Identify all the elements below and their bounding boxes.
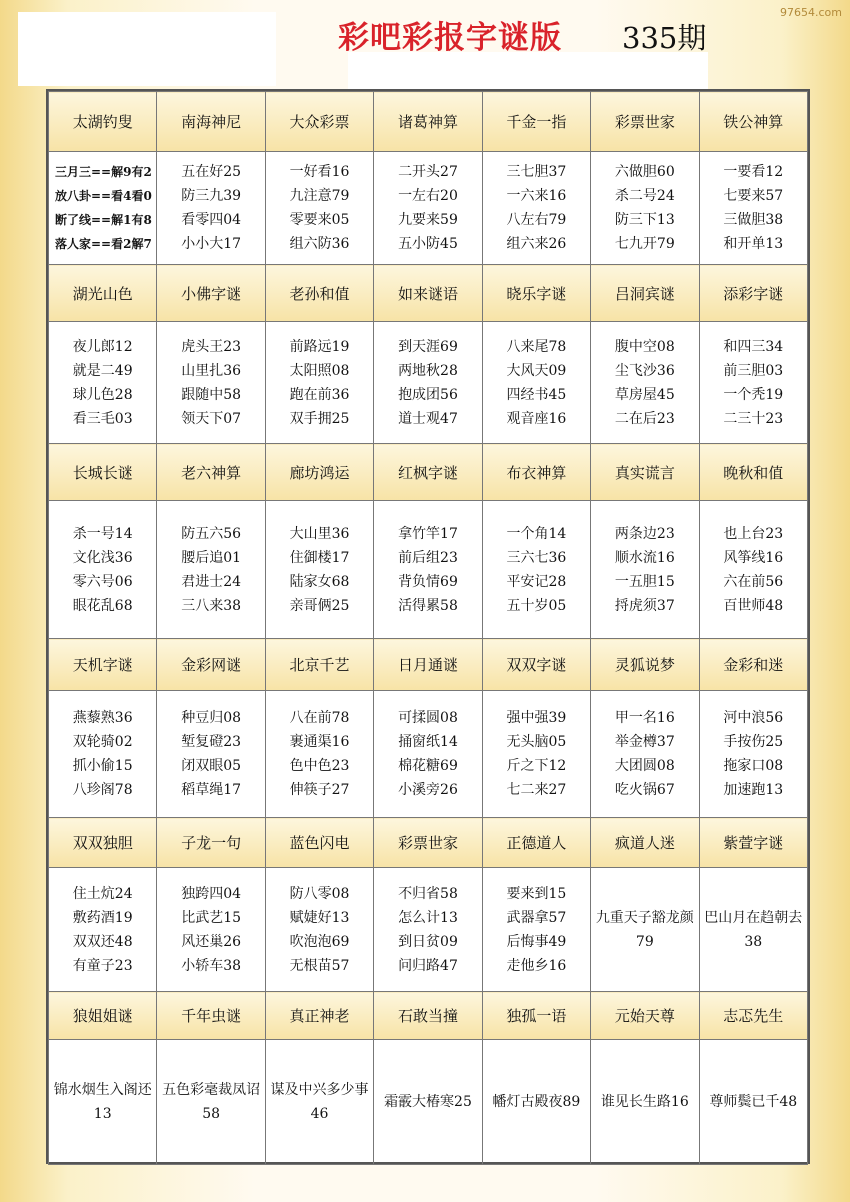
column-source-name: 长城长谜 bbox=[49, 444, 157, 501]
page-title: 彩吧彩报字谜版 bbox=[338, 20, 562, 56]
prediction-line: 住土炕24 bbox=[72, 885, 133, 902]
prediction-line: 裹通渠16 bbox=[289, 734, 350, 750]
prediction-line: 组六来26 bbox=[506, 236, 567, 252]
prediction-cell bbox=[265, 1040, 373, 1165]
prediction-line: 小轿车38 bbox=[181, 957, 242, 974]
prediction-cell bbox=[265, 501, 373, 639]
prediction-line: 五小防45 bbox=[398, 236, 458, 252]
prediction-line: 堑复磴23 bbox=[181, 734, 242, 750]
header-row bbox=[49, 265, 808, 322]
prediction-line: 种豆归08 bbox=[181, 710, 242, 726]
column-source-name: 日月通谜 bbox=[374, 639, 482, 691]
prediction-line: 到天涯69 bbox=[398, 338, 458, 355]
prediction-line: 零六号06 bbox=[72, 573, 133, 590]
prediction-line: 大团圆08 bbox=[614, 758, 675, 774]
prediction-row bbox=[49, 691, 808, 818]
prediction-line: 谋及中兴多少事46 bbox=[270, 1082, 369, 1122]
prediction-line: 亲哥俩25 bbox=[289, 597, 350, 614]
prediction-line: 球儿色28 bbox=[72, 386, 133, 403]
prediction-row bbox=[49, 1040, 808, 1165]
prediction-line: 八在前78 bbox=[289, 710, 350, 726]
column-source-name: 千金一指 bbox=[482, 92, 590, 152]
prediction-cell bbox=[482, 868, 590, 992]
prediction-line: 九注意79 bbox=[289, 188, 350, 204]
column-source-name: 蓝色闪电 bbox=[265, 818, 373, 868]
prediction-line: 眼花乱68 bbox=[72, 597, 133, 614]
prediction-line: 两条边23 bbox=[614, 525, 675, 542]
prediction-row bbox=[49, 322, 808, 444]
column-source-name: 金彩和迷 bbox=[699, 639, 807, 691]
prediction-line: 加速跑13 bbox=[723, 782, 784, 798]
column-source-name: 狼姐姐谜 bbox=[49, 992, 157, 1040]
prediction-line: 拿竹竿17 bbox=[398, 525, 458, 542]
prediction-line: 拖家口08 bbox=[723, 758, 784, 774]
prediction-cell bbox=[265, 152, 373, 265]
prediction-cell bbox=[591, 501, 699, 639]
column-source-name: 真实谎言 bbox=[591, 444, 699, 501]
prediction-cell bbox=[157, 868, 265, 992]
column-source-name: 小佛字谜 bbox=[157, 265, 265, 322]
prediction-line: 风还巢26 bbox=[181, 933, 242, 950]
prediction-line: 要来到15 bbox=[506, 885, 567, 902]
prediction-line: 观音座16 bbox=[506, 410, 567, 427]
prediction-line: 陆家女68 bbox=[289, 573, 350, 590]
prediction-line: 吹泡泡69 bbox=[289, 933, 350, 950]
prediction-line: 防三九39 bbox=[181, 188, 242, 204]
prediction-line: 不归省58 bbox=[398, 885, 458, 902]
prediction-line: 二三十23 bbox=[723, 410, 784, 427]
prediction-line: 一五胆15 bbox=[614, 573, 675, 590]
column-source-name: 元始天尊 bbox=[591, 992, 699, 1040]
watermark: 97654.com bbox=[780, 6, 842, 19]
prediction-line: 跟随中58 bbox=[181, 386, 242, 403]
prediction-line: 跑在前36 bbox=[289, 386, 350, 403]
column-source-name: 双双独胆 bbox=[49, 818, 157, 868]
column-source-name: 晚秋和值 bbox=[699, 444, 807, 501]
prediction-line: 背负情69 bbox=[398, 573, 458, 590]
column-source-name: 南海神尼 bbox=[157, 92, 265, 152]
prediction-line: 风筝线16 bbox=[723, 549, 784, 566]
prediction-line: 八珍阁78 bbox=[72, 782, 133, 798]
column-source-name: 太湖钓叟 bbox=[49, 92, 157, 152]
prediction-cell bbox=[699, 322, 807, 444]
prediction-line: 二在后23 bbox=[614, 410, 675, 427]
prediction-line: 色中色23 bbox=[289, 758, 350, 774]
prediction-line: 七九开79 bbox=[614, 236, 675, 252]
prediction-cell bbox=[265, 322, 373, 444]
blank-area-center bbox=[348, 52, 708, 90]
prediction-line: 一个角14 bbox=[506, 525, 567, 542]
prediction-line: 腹中空08 bbox=[614, 338, 675, 355]
prediction-line: 就是二49 bbox=[72, 362, 133, 379]
prediction-row bbox=[49, 152, 808, 265]
prediction-cell bbox=[157, 691, 265, 818]
prediction-line: 领天下07 bbox=[181, 410, 242, 427]
column-source-name: 天机字谜 bbox=[49, 639, 157, 691]
prediction-line: 举金樽37 bbox=[614, 734, 675, 750]
prediction-line: 五色彩毫裁凤诏58 bbox=[162, 1082, 261, 1122]
prediction-cell bbox=[374, 322, 482, 444]
prediction-line: 九要来59 bbox=[398, 212, 458, 228]
riddle-table bbox=[48, 91, 808, 1165]
prediction-line: 走他乡16 bbox=[506, 957, 567, 974]
prediction-line: 和开单13 bbox=[723, 236, 784, 252]
prediction-cell bbox=[699, 868, 807, 992]
header-row bbox=[49, 639, 808, 691]
prediction-line: 河中浪56 bbox=[723, 710, 784, 726]
prediction-cell bbox=[374, 691, 482, 818]
prediction-line: 有童子23 bbox=[72, 957, 133, 974]
prediction-line: 百世师48 bbox=[723, 597, 784, 614]
column-source-name: 吕洞宾谜 bbox=[591, 265, 699, 322]
prediction-line: 尘飞沙36 bbox=[614, 362, 675, 379]
prediction-line: 一左右20 bbox=[398, 188, 458, 204]
prediction-line: 一要看12 bbox=[723, 164, 784, 180]
prediction-cell bbox=[482, 152, 590, 265]
riddle-board bbox=[46, 89, 810, 1164]
prediction-line: 两地秋28 bbox=[398, 362, 458, 379]
prediction-line: 看三毛03 bbox=[72, 410, 133, 427]
prediction-line: 谁见长生路16 bbox=[600, 1094, 689, 1110]
column-source-name: 双双字谜 bbox=[482, 639, 590, 691]
column-source-name: 石敢当撞 bbox=[374, 992, 482, 1040]
prediction-line: 大风天09 bbox=[506, 362, 567, 379]
prediction-line: 比武艺15 bbox=[181, 909, 242, 926]
column-source-name: 大众彩票 bbox=[265, 92, 373, 152]
prediction-cell bbox=[49, 1040, 157, 1165]
prediction-line: 锦水烟生入阁还13 bbox=[53, 1082, 152, 1122]
prediction-line: 住御楼17 bbox=[289, 549, 350, 566]
prediction-line: 六在前56 bbox=[723, 573, 784, 590]
prediction-line: 断了线==解1有8 bbox=[55, 213, 152, 227]
prediction-line: 草房屋45 bbox=[614, 386, 675, 403]
prediction-line: 四经书45 bbox=[506, 386, 567, 403]
prediction-line: 闭双眼05 bbox=[181, 758, 242, 774]
prediction-line: 和四三34 bbox=[723, 338, 784, 355]
prediction-line: 抓小偷15 bbox=[72, 758, 133, 774]
prediction-line: 文化浅36 bbox=[72, 549, 133, 566]
prediction-line: 三六七36 bbox=[506, 549, 567, 566]
prediction-line: 棉花糖69 bbox=[398, 758, 458, 774]
prediction-cell bbox=[374, 1040, 482, 1165]
prediction-line: 武器拿57 bbox=[506, 909, 567, 926]
prediction-line: 斤之下12 bbox=[506, 758, 567, 774]
column-source-name: 疯道人迷 bbox=[591, 818, 699, 868]
column-source-name: 千年虫谜 bbox=[157, 992, 265, 1040]
prediction-line: 问归路47 bbox=[398, 957, 458, 974]
column-source-name: 正德道人 bbox=[482, 818, 590, 868]
prediction-line: 到日贫09 bbox=[398, 933, 458, 950]
prediction-line: 抱成团56 bbox=[398, 386, 458, 403]
prediction-cell bbox=[49, 322, 157, 444]
prediction-line: 双手拥25 bbox=[289, 410, 350, 427]
prediction-line: 杀二号24 bbox=[614, 188, 675, 204]
prediction-line: 五在好25 bbox=[181, 164, 242, 180]
prediction-cell bbox=[265, 868, 373, 992]
prediction-line: 伸筷子27 bbox=[289, 782, 350, 798]
column-source-name: 添彩字谜 bbox=[699, 265, 807, 322]
prediction-line: 霜霰大椿寒25 bbox=[384, 1094, 472, 1110]
prediction-line: 独跨四04 bbox=[181, 885, 242, 902]
prediction-line: 腰后追01 bbox=[181, 549, 242, 566]
prediction-line: 三七胆37 bbox=[506, 164, 567, 180]
prediction-line: 幡灯古殿夜89 bbox=[492, 1094, 581, 1110]
column-source-name: 湖光山色 bbox=[49, 265, 157, 322]
column-source-name: 诸葛神算 bbox=[374, 92, 482, 152]
prediction-line: 小溪旁26 bbox=[398, 782, 458, 798]
prediction-cell bbox=[591, 152, 699, 265]
prediction-line: 捋虎须37 bbox=[614, 597, 675, 614]
prediction-line: 八左右79 bbox=[506, 212, 567, 228]
prediction-line: 放八卦==看4看0 bbox=[55, 189, 152, 203]
column-source-name: 廊坊鸿运 bbox=[265, 444, 373, 501]
column-source-name: 红枫字谜 bbox=[374, 444, 482, 501]
column-source-name: 志忑先生 bbox=[699, 992, 807, 1040]
prediction-line: 尊师鬓已千48 bbox=[709, 1094, 798, 1110]
header-row bbox=[49, 818, 808, 868]
prediction-line: 二开头27 bbox=[398, 164, 458, 180]
column-source-name: 北京千艺 bbox=[265, 639, 373, 691]
column-source-name: 布衣神算 bbox=[482, 444, 590, 501]
prediction-line: 一个秃19 bbox=[723, 386, 784, 403]
blank-area-left bbox=[18, 12, 276, 86]
prediction-cell bbox=[374, 501, 482, 639]
prediction-cell bbox=[591, 868, 699, 992]
prediction-line: 吃火锅67 bbox=[614, 782, 675, 798]
prediction-row bbox=[49, 501, 808, 639]
column-source-name: 彩票世家 bbox=[374, 818, 482, 868]
prediction-cell bbox=[157, 1040, 265, 1165]
column-source-name: 紫萱字谜 bbox=[699, 818, 807, 868]
prediction-line: 捅窗纸14 bbox=[398, 734, 458, 750]
prediction-line: 强中强39 bbox=[506, 710, 567, 726]
prediction-cell bbox=[482, 501, 590, 639]
prediction-line: 八来尾78 bbox=[506, 338, 567, 355]
header-row bbox=[49, 444, 808, 501]
prediction-cell bbox=[699, 1040, 807, 1165]
prediction-cell bbox=[49, 501, 157, 639]
prediction-line: 赋婕好13 bbox=[289, 909, 350, 926]
prediction-line: 山里扎36 bbox=[181, 362, 242, 379]
column-source-name: 晓乐字谜 bbox=[482, 265, 590, 322]
prediction-line: 后悔事49 bbox=[506, 933, 567, 950]
prediction-line: 防八零08 bbox=[289, 885, 350, 902]
prediction-line: 零要来05 bbox=[289, 212, 350, 228]
prediction-cell bbox=[482, 322, 590, 444]
prediction-cell bbox=[482, 691, 590, 818]
column-source-name: 如来谜语 bbox=[374, 265, 482, 322]
column-source-name: 彩票世家 bbox=[591, 92, 699, 152]
prediction-line: 顺水流16 bbox=[614, 549, 675, 566]
prediction-line: 三八来38 bbox=[181, 597, 242, 614]
prediction-line: 小小大17 bbox=[181, 236, 242, 252]
prediction-line: 手按伤25 bbox=[723, 734, 784, 750]
prediction-cell bbox=[49, 691, 157, 818]
prediction-cell bbox=[591, 1040, 699, 1165]
prediction-cell bbox=[591, 322, 699, 444]
prediction-line: 活得累58 bbox=[398, 597, 458, 614]
prediction-line: 巴山月在趋朝去38 bbox=[704, 909, 803, 950]
prediction-cell bbox=[699, 501, 807, 639]
issue-number: 335期 bbox=[622, 21, 707, 55]
prediction-line: 七二来27 bbox=[506, 782, 567, 798]
prediction-cell bbox=[699, 152, 807, 265]
column-source-name: 真正神老 bbox=[265, 992, 373, 1040]
header-row bbox=[49, 992, 808, 1040]
prediction-line: 防三下13 bbox=[614, 212, 675, 228]
column-source-name: 老六神算 bbox=[157, 444, 265, 501]
column-source-name: 铁公神算 bbox=[699, 92, 807, 152]
prediction-line: 五十岁05 bbox=[506, 597, 567, 614]
prediction-line: 七要来57 bbox=[723, 188, 784, 204]
prediction-line: 三月三==解9有2 bbox=[55, 165, 152, 179]
column-source-name: 灵狐说梦 bbox=[591, 639, 699, 691]
prediction-line: 大山里36 bbox=[289, 525, 350, 542]
prediction-cell bbox=[482, 1040, 590, 1165]
prediction-cell bbox=[265, 691, 373, 818]
prediction-line: 一六来16 bbox=[506, 188, 567, 204]
prediction-line: 夜儿郎12 bbox=[72, 338, 133, 355]
prediction-line: 甲一名16 bbox=[614, 710, 675, 726]
prediction-line: 看零四04 bbox=[181, 212, 242, 228]
prediction-line: 燕藜熟36 bbox=[72, 710, 133, 726]
prediction-cell bbox=[49, 868, 157, 992]
prediction-line: 防五六56 bbox=[181, 525, 242, 542]
prediction-line: 落人家==看2解7 bbox=[55, 237, 152, 251]
prediction-line: 也上台23 bbox=[723, 525, 784, 542]
prediction-line: 平安记28 bbox=[506, 573, 567, 590]
prediction-line: 敷药酒19 bbox=[72, 909, 133, 926]
prediction-line: 君进士24 bbox=[181, 573, 242, 590]
prediction-line: 组六防36 bbox=[289, 236, 350, 252]
column-source-name: 金彩网谜 bbox=[157, 639, 265, 691]
prediction-line: 稻草绳17 bbox=[181, 782, 242, 798]
prediction-cell bbox=[157, 501, 265, 639]
prediction-line: 九重天子豁龙颜79 bbox=[595, 909, 694, 950]
prediction-row bbox=[49, 868, 808, 992]
prediction-line: 双轮骑02 bbox=[72, 734, 133, 750]
prediction-line: 前后组23 bbox=[398, 549, 458, 566]
prediction-cell bbox=[374, 868, 482, 992]
prediction-line: 杀一号14 bbox=[72, 525, 133, 542]
column-source-name: 子龙一句 bbox=[157, 818, 265, 868]
prediction-cell bbox=[49, 152, 157, 265]
prediction-line: 双双还48 bbox=[72, 933, 133, 950]
prediction-line: 前三胆03 bbox=[723, 362, 784, 379]
prediction-line: 三做胆38 bbox=[723, 212, 784, 228]
header-row bbox=[49, 92, 808, 152]
prediction-cell bbox=[699, 691, 807, 818]
column-source-name: 独孤一语 bbox=[482, 992, 590, 1040]
prediction-line: 怎么计13 bbox=[398, 909, 458, 926]
prediction-line: 一好看16 bbox=[289, 164, 350, 180]
prediction-cell bbox=[157, 152, 265, 265]
prediction-line: 六做胆60 bbox=[614, 164, 675, 180]
prediction-cell bbox=[591, 691, 699, 818]
prediction-line: 无根苗57 bbox=[289, 957, 350, 974]
prediction-line: 太阳照08 bbox=[289, 362, 350, 379]
prediction-cell bbox=[157, 322, 265, 444]
column-source-name: 老孙和值 bbox=[265, 265, 373, 322]
prediction-line: 无头脑05 bbox=[506, 734, 567, 750]
prediction-line: 前路远19 bbox=[289, 338, 350, 355]
prediction-line: 虎头王23 bbox=[181, 338, 242, 355]
prediction-line: 道士观47 bbox=[398, 410, 458, 427]
prediction-cell bbox=[374, 152, 482, 265]
prediction-line: 可揉圆08 bbox=[398, 710, 458, 726]
